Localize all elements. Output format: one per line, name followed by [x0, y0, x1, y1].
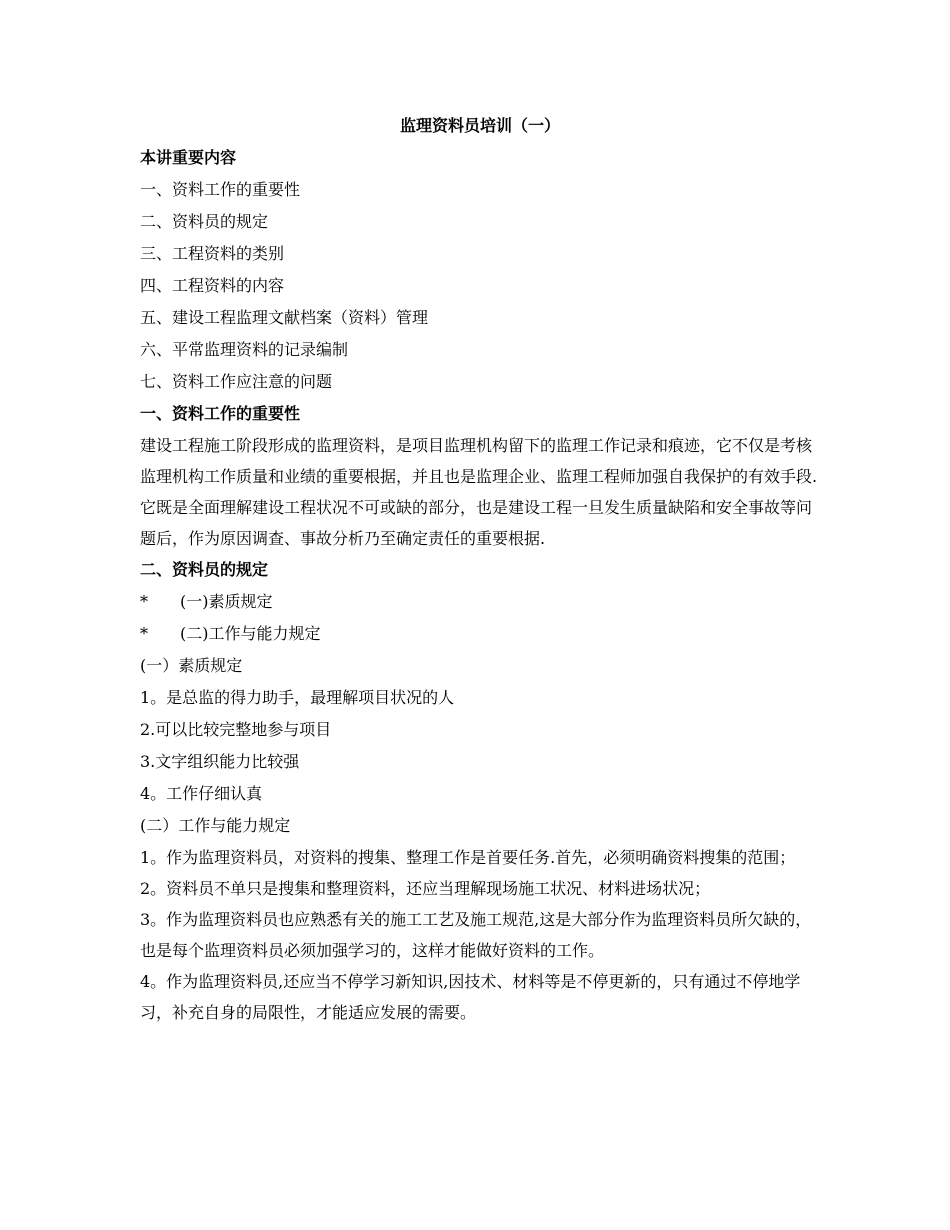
list-item: 1。作为监理资料员，对资料的搜集、整理工作是首要任务.首先，必须明确资料搜集的范围； — [140, 848, 796, 867]
document-body — [140, 110, 820, 1028]
list-item: 2.可以比较完整地参与项目 — [140, 720, 332, 739]
list-item: 4。工作仔细认真 — [140, 784, 263, 803]
bullet-text: (二)工作与能力规定 — [180, 624, 321, 643]
bullet-text: (一)素质规定 — [180, 592, 273, 611]
subsection-heading: (一）素质规定 — [140, 656, 243, 675]
toc-item: 一、资料工作的重要性 — [140, 180, 301, 199]
toc-item: 七、资料工作应注意的问题 — [140, 372, 333, 391]
page-title: 监理资料员培训（一） — [399, 116, 560, 135]
section-heading: 二、资料员的规定 — [140, 560, 269, 579]
toc-heading: 本讲重要内容 — [140, 148, 237, 167]
toc-item: 五、建设工程监理文献档案（资料）管理 — [140, 308, 429, 327]
bullet-mark: * — [140, 592, 148, 611]
bullet-item — [140, 586, 820, 618]
toc-item: 六、平常监理资料的记录编制 — [140, 340, 349, 359]
toc-item: 二、资料员的规定 — [140, 212, 269, 231]
list-item: 1。是总监的得力助手，最理解项目状况的人 — [140, 688, 455, 707]
list-item: 3.文字组织能力比较强 — [140, 752, 300, 771]
bullet-item — [140, 618, 820, 650]
toc-item: 三、工程资料的类别 — [140, 244, 285, 263]
list-item: 2。资料员不单只是搜集和整理资料，还应当理解现场施工状况、材料进场状况； — [140, 879, 711, 898]
list-item: 3。作为监理资料员也应熟悉有关的施工工艺及施工规范,这是大部分作为监理资料员所欠缺的，也是每个监理资料员必须加强学习的，这样才能做好资料的工作。 — [140, 910, 812, 960]
section-heading: 一、资料工作的重要性 — [140, 404, 301, 423]
list-item: 4。作为监理资料员,还应当不停学习新知识,因技术、材料等是不停更新的，只有通过不停地学习，补充自身的局限性，才能适应发展的需要。 — [140, 972, 801, 1022]
subsection-heading: (二）工作与能力规定 — [140, 816, 291, 835]
toc-item: 四、工程资料的内容 — [140, 276, 285, 295]
bullet-mark: * — [140, 624, 148, 643]
section-paragraph: 它既是全面理解建设工程状况不可或缺的部分，也是建设工程一旦发生质量缺陷和安全事故等问题后，作为原因调查、事故分析乃至确定责任的重要根据. — [140, 498, 813, 548]
section-paragraph: 建设工程施工阶段形成的监理资料，是项目监理机构留下的监理工作记录和痕迹，它不仅是考核监理机构工作质量和业绩的重要根据，并且也是监理企业、监理工程师加强自我保护的有效手段. — [140, 436, 818, 486]
